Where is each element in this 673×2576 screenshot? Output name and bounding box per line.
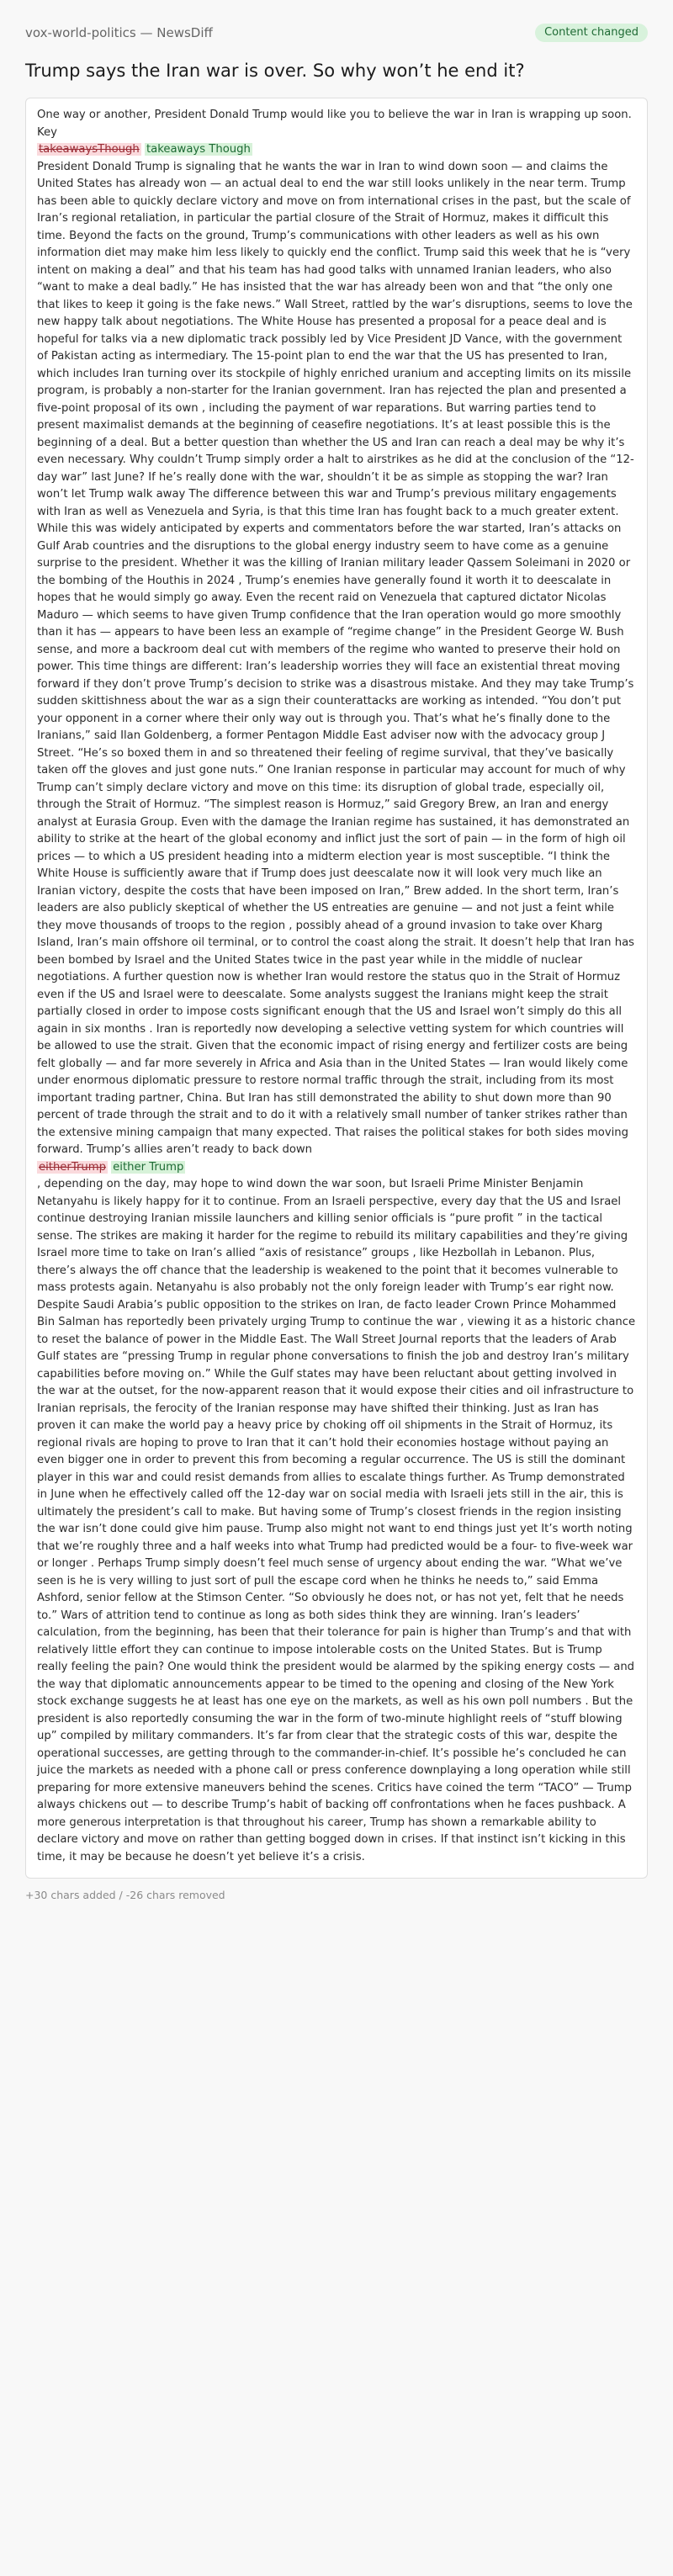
diff-stats: +30 chars added / -26 chars removed [25, 1889, 225, 1901]
article-body-1: President Donald Trump is signaling that he wants the war in Iran to wind down soon — and claims the United States has already won — an actual deal to end the war still looks unlikely in the near term. Trump has been able to quickly declare victory and move on from international crises in the past, but the scale of Iran’s regional retaliation, in particular the partial closure of the Strait of Hormuz, makes it difficult this time. Beyond the facts on the ground, Trump’s communications with other leaders as well as his own information diet may make him less likely to quickly end the conflict. Trump said this week that he is “very intent on making a deal” and that his team has had good talks with unnamed Iranian leaders, who also “want to make a deal badly.” He has insisted that the war has already been won and that “the only one that likes to keep it going is the fake news.” Wall Street, rattled by the war’s disruptions, seems to love the new happy talk about negotiations. The White House has presented a proposal for a peace deal and is hopeful for talks via a new diplomatic track possibly led by Vice President JD Vance, with the government of Pakistan acting as intermediary. The 15-point plan to end the war that the US has presented to Iran, which includes Iran turning over its stockpile of highly enriched uranium and accepting limits on its missile program, is probably a non-starter for the Iranian government. Iran has rejected the plan and presented a five-point proposal of its own , including the payment of war reparations. But warring parties tend to present maximalist demands at the beginning of ceasefire negotiations. It’s at least possible this is the beginning of a deal. But a better question than whether the US and Iran can reach a deal may be why it’s even necessary. Why couldn’t Trump simply order a halt to airstrikes as he did at the conclusion of the “12-day war” last June? If he’s really done with the war, shouldn’t it be as simple as stopping the war? Iran won’t let Trump walk away The difference between this war and Trump’s previous military engagements with Iran as well as Venezuela and Syria, is that this time Iran has fought back to a much greater extent. While this was widely anticipated by experts and commentators before the war started, Iran’s attacks on Gulf Arab countries and the disruptions to the global energy industry seem to have come as a genuine surprise to the president. Whether it was the killing of Iranian military leader Qassem Soleimani in 2020 or the bombing of the Houthis in 2024 , Trump’s enemies have generally found it worth it to deescalate in hopes that he would simply go away. Even the recent raid on Venezuela that captured dictator Nicolas Maduro — which seems to have given Trump confidence that the Iran operation would go more smoothly than it has — appears to have been less an example of “regime change” in the President George W. Bush sense, and more a backroom deal cut with members of the regime who wanted to preserve their hold on power. This time things are different: Iran’s leadership worries they will face an existential threat moving forward if they don’t prove Trump’s decision to strike was a disastrous mistake. And they may take Trump’s sudden skittishness about the war as a sign their counterattacks are working as intended. “You don’t put your opponent in a corner where their only way out is through you. That’s what he’s finally done to the Iranians,” said Ilan Goldenberg, a former Pentagon Middle East adviser now with the advocacy group J Street. “He’s so boxed them in and so threatened their feeling of regime survival, that they’ve basically taken off the gloves and just gone nuts.” One Iranian response in particular may account for much of why Trump can’t simply declare victory and move on this time: its disruption of global trade, especially oil, through the Strait of Hormuz. “The simplest reason is Hormuz,” said Gregory Brew, an Iran and energy analyst at Eurasia Group. Even with the damage the Iranian regime has sustained, it has demonstrated an ability to strike at the heart of the global economy and inflict just the sort of pain — in the form of high oil prices — to which a US president heading into a midterm election year is most susceptible. “I think the White House is sufficiently aware that if Trump does just deescalate now it will look very much like an Iranian victory, despite the costs that have been imposed on Iran,” Brew added. In the short term, Iran’s leaders are also publicly skeptical of whether the US entreaties are genuine — and not just a feint while they move thousands of troops to the region , possibly ahead of a ground invasion to take over Kharg Island, Iran’s main offshore oil terminal, or to control the coast along the strait. It doesn’t help that Iran has been bombed by Israel and the United States twice in the past year while in the middle of nuclear negotiations. A further question now is whether Iran would restore the status quo in the Strait of Hormuz even if the US and Israel were to deescalate. Some analysts suggest the Iranians might keep the strait partially closed in order to impose costs significant enough that the US and Israel won’t simply do this all again in six months . Iran is reportedly now developing a selective vetting system for which countries will be allowed to use the strait. Given that the economic impact of rising energy and fertilizer costs are being felt globally — and far more severely in Africa and Asia than in the United States — Iran would likely come under enormous diplomatic pressure to restore normal traffic through the strait, including from its most important trading partner, China. But Iran has still demonstrated the ability to shut down more than 90 percent of trade through the strait and to do it with a relatively small number of tanker strikes rather than the extensive mining campaign that many expected. That raises the political stakes for both sides moving forward. Trump’s allies aren’t ready to back down [37, 160, 635, 1156]
article-body-2: , depending on the day, may hope to wind down the war soon, but Israeli Prime Minister Benjamin Netanyahu is likely happy for it to continue. From an Israeli perspective, every day that the US and Israel continue destroying Iranian missile launchers and killing senior officials is “pure profit ” in the tactical sense. The strikes are making it harder for the regime to rebuild its military capabilities and they’re giving Israel more time to take on Iran’s allied “axis of resistance” groups , like Hezbollah in Lebanon. Plus, there’s always the off chance that the leadership is weakened to the point that it becomes vulnerable to mass protests again. Netanyahu is also probably not the only foreign leader with Trump’s ear right now. Despite Saudi Arabia’s public opposition to the strikes on Iran, de facto leader Crown Prince Mohammed Bin Salman has reportedly been privately urging Trump to continue the war , viewing it as a historic chance to reset the balance of power in the Middle East. The Wall Street Journal reports that the leaders of Arab Gulf states are “pressing Trump in regular phone conversations to finish the job and destroy Iran’s military capabilities before moving on.” While the Gulf states may have been reluctant about getting involved in the war at the outset, for the now-apparent reason that it would expose their cities and oil infrastructure to Iranian reprisals, the ferocity of the Iranian response may have shifted their thinking. Just as Iran has proven it can make the world pay a heavy price by choking off oil shipments in the Strait of Hormuz, its regional rivals are hoping to prove to Iran that it can’t hold their economies hostage without paying an even bigger one in order to prevent this from becoming a regular occurrence. The US is still the dominant player in this war and could resist demands from allies to escalate things further. As Trump demonstrated in June when he effectively called off the 12-day war on social media with Israeli jets still in the air, this is ultimately the president’s call to make. But having some of Trump’s closest friends in the region insisting the war isn’t done could give him pause. Trump also might not want to end things just yet It’s worth noting that we’re roughly three and a half weeks into what Trump had predicted would be a four- to five-week war or longer . Perhaps Trump simply doesn’t feel much sense of urgency about ending the war. “What we’ve seen is he is very willing to just sort of pull the escape cord when he thinks he needs to,” said Emma Ashford, senior fellow at the Stimson Center. “So obviously he does not, or has not yet, felt that he needs to.” Wars of attrition tend to continue as long as both sides think they are winning. Iran’s leaders’ calculation, from the beginning, has been that their tolerance for pain is higher than Trump’s and that with relatively little effort they can continue to impose intolerable costs on the United States. But is Trump really feeling the pain? One would think the president would be alarmed by the spiking energy costs — and the way that diplomatic announcements appear to be timed to the opening and closing of the New York stock exchange suggests he at least has one eye on the markets, as well as his own poll numbers . But the president is also reportedly consuming the war in the form of two-minute highlight reels of “stuff blowing up” compiled by military commanders. It’s far from clear that the strategic costs of this war, despite the operational successes, are getting through to the commander-in-chief. It’s possible he’s concluded he can juice the markets as needed with a phone call or press conference downplaying a long operation while still preparing for more extensive maneuvers behind the scenes. Critics have coined the term “TACO” — Trump always chickens out — to describe Trump’s habit of backing off confrontations when he faces pushback. A more generous interpretation is that throughout his career, Trump has shown a remarkable ability to declare victory and move on rather than getting bogged down in crises. If that instinct isn’t kicking in this time, it may be because he doesn’t yet believe it’s a crisis. [37, 1178, 636, 1863]
source-label: vox-world-politics — NewsDiff [25, 25, 213, 40]
removed-text: eitherTrump [39, 1160, 106, 1174]
key-label: Key [37, 125, 57, 139]
article-lede: One way or another, President Donald Trump would like you to believe the war in Iran is wrapping up soon. [37, 109, 632, 121]
added-text: either Trump [113, 1160, 184, 1174]
added-text: takeaways Though [146, 143, 251, 156]
article-title: Trump says the Iran war is over. So why won’t he end it? [25, 61, 525, 81]
top-bar [25, 24, 648, 42]
diff-card [25, 98, 648, 1879]
diff-line-1 [37, 141, 636, 159]
diff-line-2 [37, 1159, 636, 1177]
status-badge: Content changed [535, 24, 648, 42]
removed-text: takeawaysThough [39, 143, 140, 156]
